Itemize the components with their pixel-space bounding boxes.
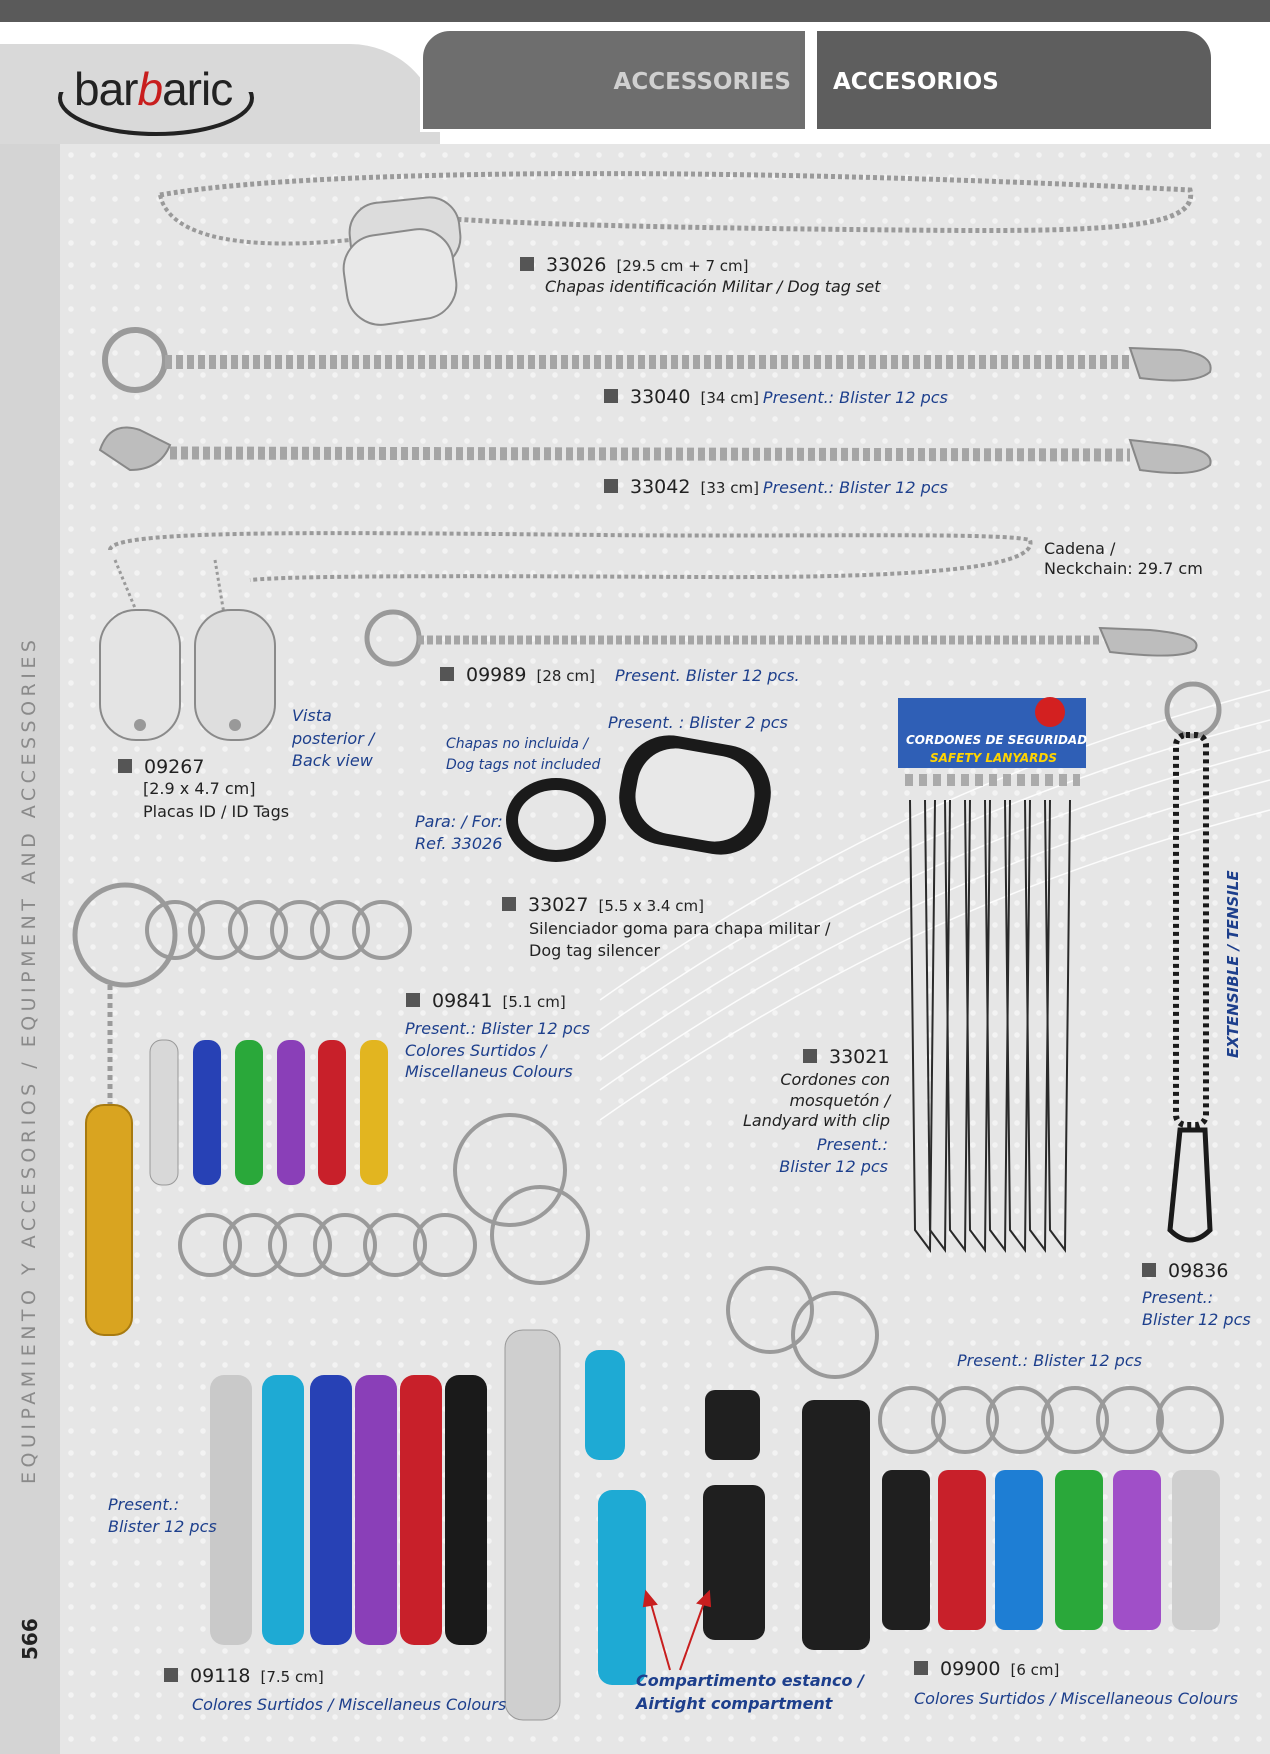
presentation-33021-line2: Blister 12 pcs [779, 1157, 888, 1176]
bullet-square-icon [406, 993, 420, 1007]
tab-accesorios-label: ACCESORIOS [833, 69, 999, 95]
logo-text: barbaric [74, 63, 233, 115]
lanyard-card-subtitle: SAFETY LANYARDS [930, 751, 1058, 765]
bullet-square-icon [604, 479, 618, 493]
presentation-33021-line1: Present.: [816, 1135, 888, 1154]
colors-09841-line2: Miscellaneus Colours [405, 1062, 573, 1081]
whistles-09841-icon [75, 885, 410, 1335]
desc-33021-line3: Landyard with clip [743, 1111, 890, 1130]
presentation-09836-line1: Present.: [1142, 1288, 1214, 1307]
product-code-09118: 09118 [7.5 cm] [164, 1665, 324, 1687]
dog-tag-set-33026-icon [160, 174, 1191, 330]
neckchain-line1: Cadena / [1044, 539, 1116, 558]
desc-09267: Placas ID / ID Tags [143, 802, 290, 821]
back-view-line1: Vista [292, 706, 332, 725]
product-code-09989: 09989 [28 cm] [440, 664, 595, 686]
presentation-33027: Present. : Blister 2 pcs [608, 713, 788, 732]
note-33027-line2: Dog tags not included [446, 757, 601, 773]
product-code-09267: 09267 [118, 756, 204, 778]
bullet-square-icon [914, 1661, 928, 1675]
note-33027-line1: Chapas no incluida / [446, 736, 589, 752]
chain-33040-icon [105, 330, 1211, 390]
coil-lanyard-09836-icon [1167, 684, 1219, 1240]
desc-33027-line2: Dog tag silencer [529, 941, 661, 960]
product-code-09841: 09841 [5.1 cm] [406, 990, 566, 1012]
airtight-line2: Airtight compartment [636, 1694, 833, 1713]
desc-33026: Chapas identificación Militar / Dog tag set [545, 277, 881, 296]
presentation-09118-line2: Blister 12 pcs [108, 1517, 217, 1536]
bullet-square-icon [164, 1668, 178, 1682]
lanyard-card-title: CORDONES DE SEGURIDAD [906, 733, 1088, 747]
product-code-33040: 33040 [34 cm] Present.: Blister 12 pcs [604, 386, 948, 408]
bullet-square-icon [1142, 1263, 1156, 1277]
desc-33021-line2: mosquetón / [789, 1091, 890, 1110]
product-code-09900: 09900 [6 cm] [914, 1658, 1059, 1680]
page-number: 566 [18, 1618, 42, 1660]
product-code-33021: 33021 [803, 1046, 889, 1068]
bullet-square-icon [440, 667, 454, 681]
product-code-33026: 33026 [29.5 cm + 7 cm] [520, 254, 749, 276]
presentation-09118-line1: Present.: [108, 1495, 180, 1514]
back-view-line2: posterior / [292, 729, 375, 748]
chain-09989-icon [367, 612, 1197, 664]
colors-09118: Colores Surtidos / Miscellaneus Colours [192, 1695, 507, 1714]
back-view-line3: Back view [292, 751, 373, 770]
for-ref-line2: Ref. 33026 [415, 834, 503, 853]
tab-accessories-label: ACCESSORIES [613, 69, 791, 95]
presentation-09836-line2: Blister 12 pcs [1142, 1310, 1251, 1329]
bullet-square-icon [604, 389, 618, 403]
desc-33021-line1: Cordones con [780, 1070, 890, 1089]
for-ref-line1: Para: / For: [415, 812, 503, 831]
bullet-square-icon [118, 759, 132, 773]
whistles-09118-icon [180, 1115, 646, 1720]
bullet-square-icon [502, 897, 516, 911]
product-code-33042: 33042 [33 cm] Present.: Blister 12 pcs [604, 476, 948, 498]
dim-09267: [2.9 x 4.7 cm] [143, 779, 256, 798]
presentation-09841: Present.: Blister 12 pcs [405, 1019, 590, 1038]
product-code-09836: 09836 [1142, 1260, 1228, 1282]
airtight-line1: Compartimento estanco / [636, 1671, 864, 1690]
chain-33042-icon [100, 428, 1211, 474]
neckchain-line2: Neckchain: 29.7 cm [1044, 559, 1203, 578]
bullet-square-icon [803, 1049, 817, 1063]
lanyards-33021-icon [898, 697, 1086, 1250]
desc-33027-line1: Silenciador goma para chapa militar / [529, 919, 831, 938]
presentation-09900: Present.: Blister 12 pcs [957, 1351, 1142, 1370]
section-title: EQUIPAMIENTO Y ACCESORIOS / EQUIPMENT AND ACCESSORIES [18, 635, 40, 1484]
colors-09900: Colores Surtidos / Miscellaneous Colours [914, 1689, 1238, 1708]
extensible-label: EXTENSIBLE / TENSILE [1224, 870, 1242, 1058]
product-code-33027: 33027 [5.5 x 3.4 cm] [502, 894, 704, 916]
presentation-09989: Present. Blister 12 pcs. [615, 666, 800, 685]
bullet-square-icon [520, 257, 534, 271]
airtight-arrows-icon [644, 1592, 710, 1670]
colors-09841-line1: Colores Surtidos / [405, 1041, 547, 1060]
